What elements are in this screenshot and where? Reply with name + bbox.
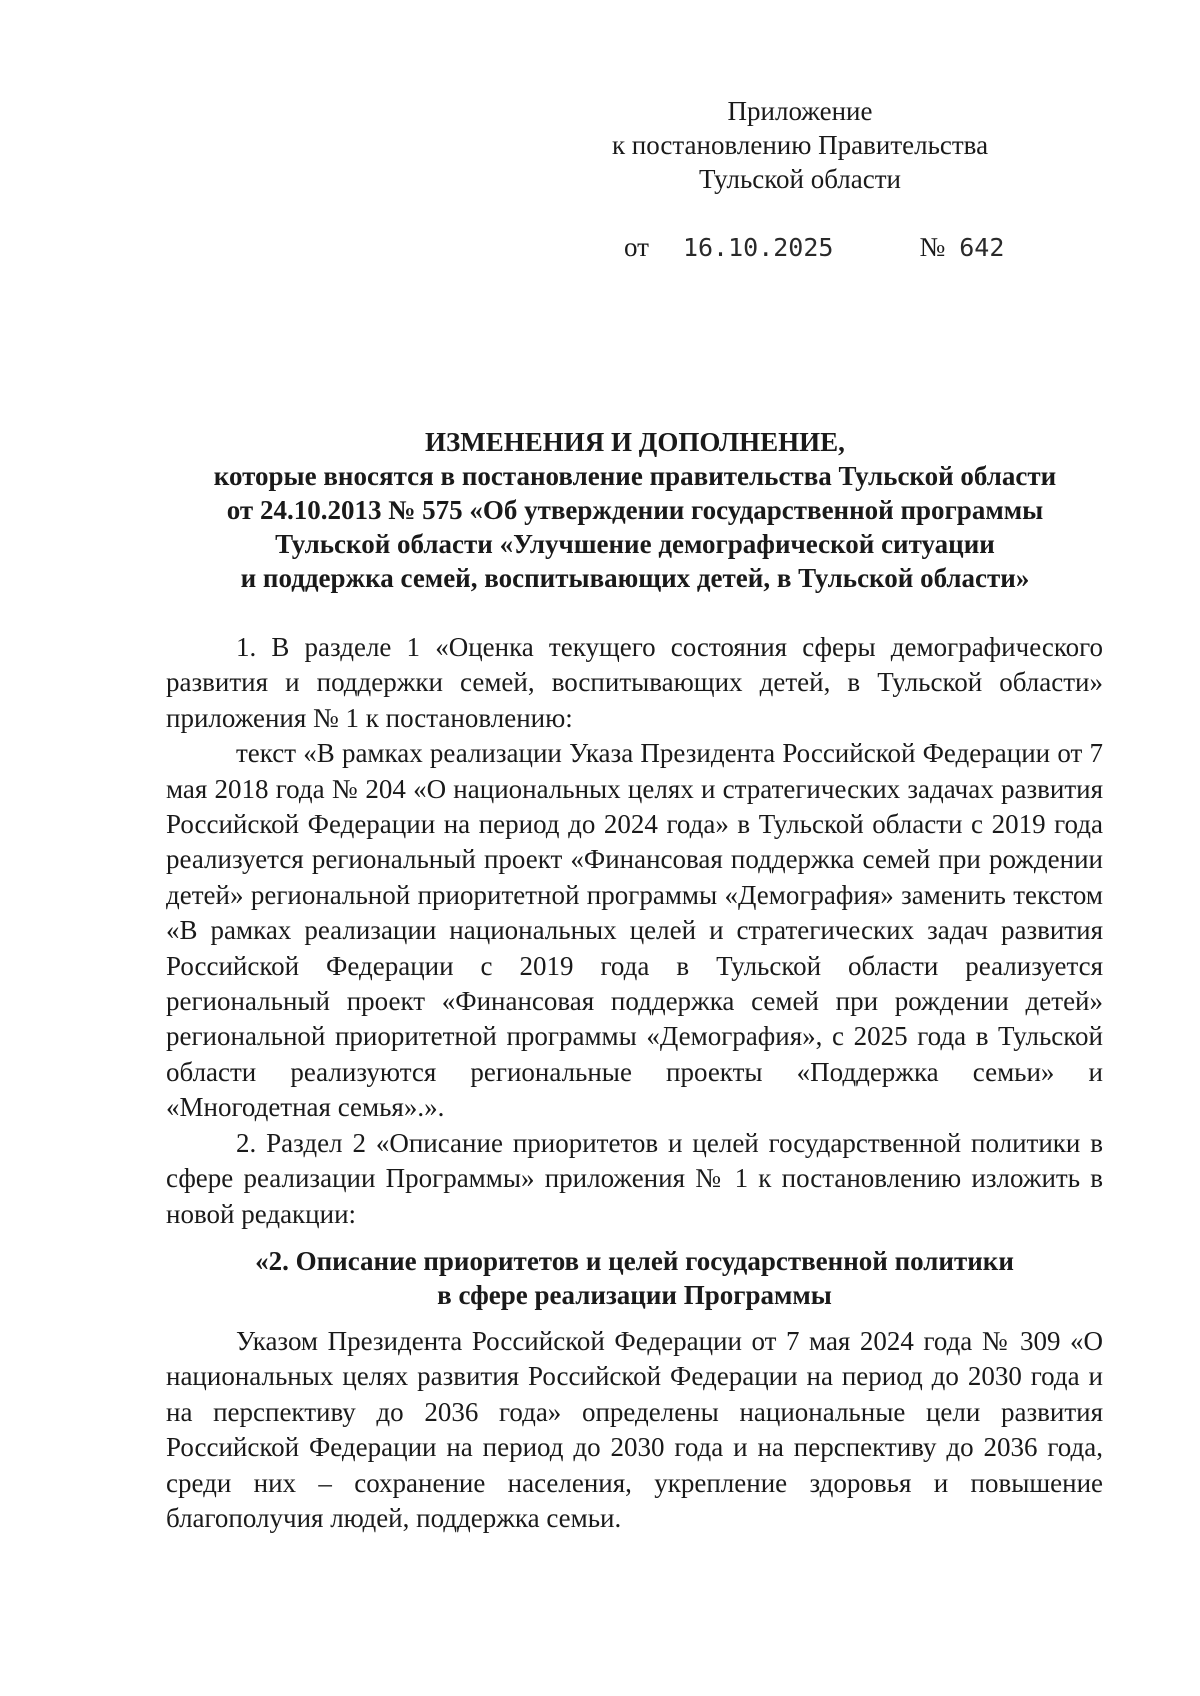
title-line-1: ИЗМЕНЕНИЯ И ДОПОЛНЕНИЕ, bbox=[425, 427, 845, 457]
paragraph-4: Указом Президента Российской Федерации от 7 мая 2024 года № 309 «О национальных целях развития Российской Федерации на период до 2030 года и на перспективу до 2036 года» определены национальные цели развития Российской Федерации на период до 2030 года и на перспективу до 2036 года, среди них – сохранение населения, укрепление здоровья и повышение благополучия людей, поддержка семьи. bbox=[166, 1325, 1103, 1533]
appendix-line-3: Тульской области bbox=[699, 164, 901, 194]
document-date: 16.10.2025 bbox=[682, 233, 834, 262]
section-title-line-1: «2. Описание приоритетов и целей государственной политики bbox=[255, 1245, 1014, 1276]
appendix-line-1: Приложение bbox=[727, 96, 873, 126]
paragraph-1: 1. В разделе 1 «Оценка текущего состояния сферы демографического развития и поддержки семей, воспитывающих детей, в Тульской области» приложения № 1 к постановлению: bbox=[166, 632, 1103, 733]
title-line-5: и поддержка семей, воспитывающих детей, в Тульской области» bbox=[240, 563, 1030, 593]
document-dateline bbox=[624, 232, 1004, 263]
appendix-header bbox=[600, 94, 1000, 196]
section-title bbox=[166, 1244, 1103, 1312]
title-line-3: от 24.10.2013 № 575 «Об утверждении государственной программы bbox=[226, 495, 1044, 525]
number-sign: № bbox=[919, 232, 946, 262]
section-title-line-2: в сфере реализации Программы bbox=[437, 1279, 832, 1310]
appendix-line-2: к постановлению Правительства bbox=[611, 130, 989, 160]
document-title bbox=[160, 425, 1110, 595]
paragraph-3: 2. Раздел 2 «Описание приоритетов и целей государственной политики в сфере реализации Программы» приложения № 1 к постановлению изложить в новой редакции: bbox=[166, 1127, 1103, 1229]
paragraph-2: текст «В рамках реализации Указа Президента Российской Федерации от 7 мая 2018 года № 204 «О национальных целях и стратегических задачах развития Российской Федерации на период до 2024 года» в Тульской области с 2019 года реализуется региональный проект «Финансовая поддержка семей при рождении детей» региональной приоритетной программы «Демография» заменить текстом «В рамках реализации национальных целей и стратегических задач развития Российской Федерации с 2019 года в Тульской области реализуется региональный проект «Финансовая поддержка семей при рождении детей» региональной приоритетной программы «Демография», с 2025 года в Тульской области реализуются региональные проекты «Поддержка семьи» и «Многодетная семья».». bbox=[166, 738, 1103, 1123]
date-from-label: от bbox=[624, 232, 649, 262]
title-line-2: которые вносятся в постановление правительства Тульской области bbox=[213, 461, 1057, 491]
document-body bbox=[166, 630, 1103, 1536]
document-number: 642 bbox=[959, 233, 1005, 262]
title-line-4: Тульской области «Улучшение демографической ситуации bbox=[275, 529, 995, 559]
